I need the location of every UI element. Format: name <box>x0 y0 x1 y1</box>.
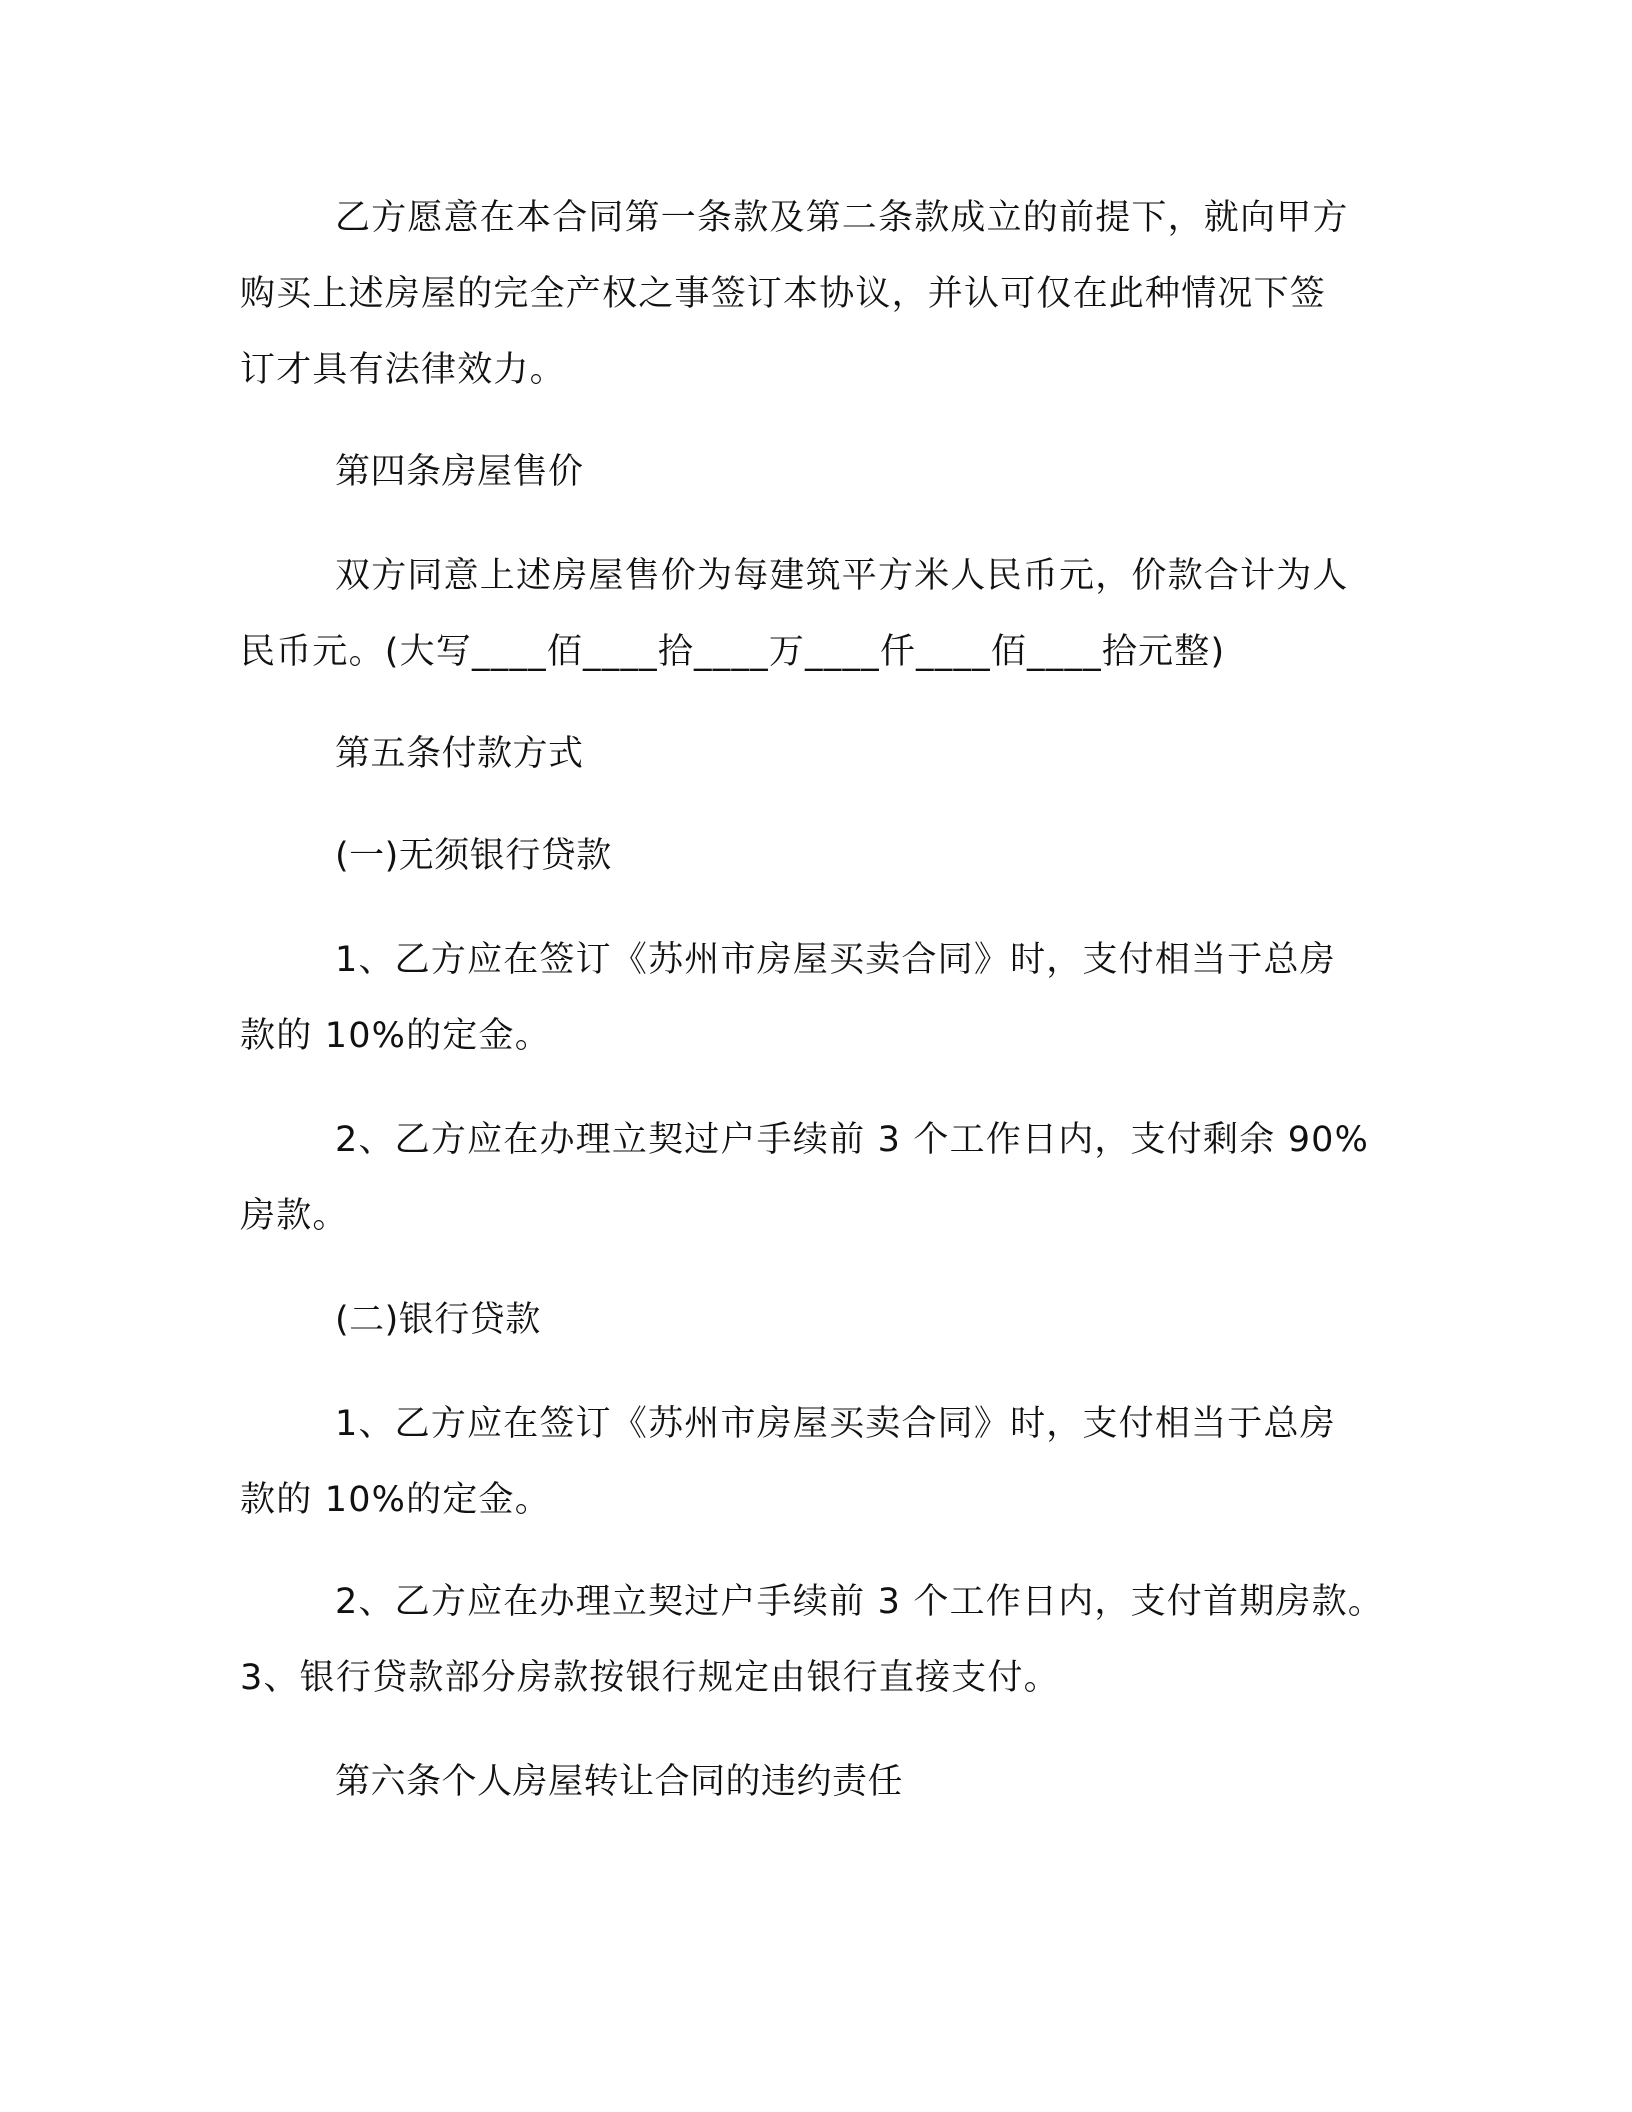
section-2-item-2: 2、乙方应在办理立契过户手续前 3 个工作日内，支付首期房款。 <box>335 1582 1384 1622</box>
article-4-line-1: 双方同意上述房屋售价为每建筑平方米人民币元，价款合计为人 <box>335 556 1349 596</box>
section-2-item-1-line-2: 款的 10%的定金。 <box>240 1480 551 1520</box>
section-2-item-1-line-1: 1、乙方应在签订《苏州市房屋买卖合同》时，支付相当于总房 <box>335 1404 1336 1444</box>
paragraph-intro-line-1: 乙方愿意在本合同第一条款及第二条款成立的前提下，就向甲方 <box>335 198 1349 238</box>
paragraph-intro-line-3: 订才具有法律效力。 <box>240 350 566 390</box>
paragraph-intro-line-2: 购买上述房屋的完全产权之事签订本协议，并认可仅在此种情况下签 <box>240 274 1327 314</box>
article-6-title: 第六条个人房屋转让合同的违约责任 <box>335 1762 904 1802</box>
article-5-title: 第五条付款方式 <box>335 734 584 774</box>
section-1-item-1-line-2: 款的 10%的定金。 <box>240 1016 551 1056</box>
article-4-title: 第四条房屋售价 <box>335 452 584 492</box>
section-2-item-3: 3、银行贷款部分房款按银行规定由银行直接支付。 <box>240 1658 1060 1698</box>
section-1-item-1-line-1: 1、乙方应在签订《苏州市房屋买卖合同》时，支付相当于总房 <box>335 940 1336 980</box>
article-4-line-2: 民币元。(大写____佰____拾____万____仟____佰____拾元整) <box>240 632 1226 672</box>
section-1-item-2-line-2: 房款。 <box>240 1196 349 1236</box>
section-1-item-2-line-1: 2、乙方应在办理立契过户手续前 3 个工作日内，支付剩余 90% <box>335 1120 1370 1160</box>
section-2-title: (二)银行贷款 <box>335 1300 541 1340</box>
section-1-title: (一)无须银行贷款 <box>335 836 612 876</box>
